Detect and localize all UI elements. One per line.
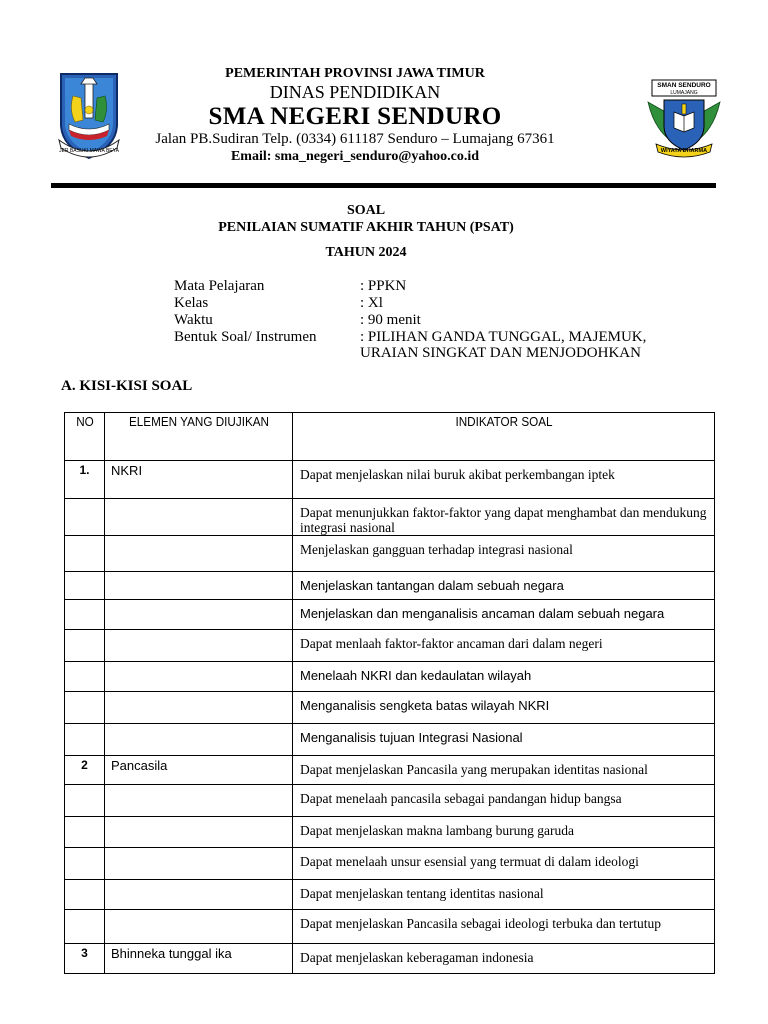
cell-elemen (105, 785, 293, 817)
header-no: NO (67, 413, 103, 461)
table-row (65, 944, 715, 974)
cell-no: 3 (65, 944, 105, 974)
cell-elemen (105, 692, 293, 724)
table-row (65, 817, 715, 848)
header-divider (51, 183, 716, 188)
header-email: Email: sma_negeri_senduro@yahoo.co.id (230, 149, 480, 164)
table-row (65, 630, 715, 662)
cell-elemen: NKRI (105, 461, 293, 499)
info-value-time: : 90 menit (360, 312, 421, 328)
info-label-form: Bentuk Soal/ Instrumen (174, 329, 317, 345)
info-label-class: Kelas (174, 295, 209, 311)
cell-no (65, 848, 105, 880)
cell-no (65, 692, 105, 724)
cell-indikator: Dapat menunjukkan faktor-faktor yang dapat menghambat dan mendukung integrasi nasional (293, 499, 715, 536)
cell-indikator: Dapat menelaah pancasila sebagai pandangan hidup bangsa (293, 785, 715, 817)
cell-no (65, 499, 105, 536)
cell-indikator: Menjelaskan tantangan dalam sebuah negara (293, 572, 715, 600)
cell-no: 2 (65, 756, 105, 785)
table-row (65, 536, 715, 572)
cell-indikator: Dapat menjelaskan nilai buruk akibat perkembangan iptek (293, 461, 715, 499)
table-row (65, 600, 715, 630)
info-value-class: : Xl (360, 295, 383, 311)
cell-no (65, 662, 105, 692)
table-row (65, 692, 715, 724)
cell-no (65, 817, 105, 848)
kisi-kisi-table (64, 412, 715, 974)
table-row (65, 572, 715, 600)
cell-no (65, 536, 105, 572)
table-header-row (65, 413, 715, 461)
header-agency: DINAS PENDIDIKAN (269, 82, 441, 102)
info-label-subject: Mata Pelajaran (174, 278, 265, 294)
cell-elemen (105, 572, 293, 600)
header-school-name: SMA NEGERI SENDURO (208, 103, 502, 130)
cell-elemen (105, 536, 293, 572)
table-row (65, 724, 715, 756)
cell-no (65, 572, 105, 600)
info-value-form: : PILIHAN GANDA TUNGGAL, MAJEMUK, (360, 329, 647, 345)
table-row (65, 499, 715, 536)
cell-elemen (105, 499, 293, 536)
header-province: PEMERINTAH PROVINSI JAWA TIMUR (225, 66, 485, 81)
cell-elemen (105, 817, 293, 848)
right-emblem-sub-text: LUMAJANG (670, 90, 698, 96)
cell-elemen (105, 910, 293, 944)
info-value-subject: : PPKN (360, 278, 407, 294)
cell-no (65, 785, 105, 817)
cell-indikator: Menganalisis tujuan Integrasi Nasional (293, 724, 715, 756)
cell-elemen (105, 600, 293, 630)
cell-elemen (105, 630, 293, 662)
cell-no (65, 880, 105, 910)
cell-no (65, 910, 105, 944)
right-emblem-ribbon-text: WIYATA DHARMA (660, 148, 708, 154)
cell-elemen (105, 724, 293, 756)
table-row (65, 785, 715, 817)
cell-elemen (105, 848, 293, 880)
cell-elemen (105, 662, 293, 692)
table-row (65, 662, 715, 692)
info-value-form-cont: URAIAN SINGKAT DAN MENJODOHKAN (360, 345, 641, 361)
cell-no (65, 600, 105, 630)
left-emblem-ribbon-text: JER BASUKI MAWA BEYA (59, 148, 119, 154)
doc-title-year: TAHUN 2024 (325, 245, 407, 260)
cell-indikator: Dapat menjelaskan tentang identitas nasional (293, 880, 715, 910)
cell-no (65, 630, 105, 662)
table-row (65, 910, 715, 944)
doc-title-assessment: PENILAIAN SUMATIF AKHIR TAHUN (PSAT) (218, 220, 514, 235)
cell-indikator: Dapat menjelaskan makna lambang burung garuda (293, 817, 715, 848)
cell-indikator: Menjelaskan gangguan terhadap integrasi nasional (293, 536, 715, 572)
cell-indikator: Menjelaskan dan menganalisis ancaman dalam sebuah negara (293, 600, 715, 630)
cell-no: 1. (65, 461, 105, 499)
cell-indikator: Dapat menlaah faktor-faktor ancaman dari dalam negeri (293, 630, 715, 662)
cell-elemen: Bhinneka tunggal ika (105, 944, 293, 974)
table-row (65, 461, 715, 499)
table-row (65, 756, 715, 785)
cell-indikator: Dapat menelaah unsur esensial yang termuat di dalam ideologi (293, 848, 715, 880)
cell-no (65, 724, 105, 756)
cell-indikator: Dapat menjelaskan Pancasila sebagai ideologi terbuka dan tertutup (293, 910, 715, 944)
doc-title-soal: SOAL (346, 203, 386, 218)
cell-indikator: Menelaah NKRI dan kedaulatan wilayah (293, 662, 715, 692)
cell-elemen: Pancasila (105, 756, 293, 785)
cell-indikator: Dapat menjelaskan keberagaman indonesia (293, 944, 715, 974)
info-label-time: Waktu (174, 312, 213, 328)
table-row (65, 880, 715, 910)
cell-elemen (105, 880, 293, 910)
right-emblem-top-text: SMAN SENDURO (657, 82, 711, 89)
cell-indikator: Menganalisis sengketa batas wilayah NKRI (293, 692, 715, 724)
header-address: Jalan PB.Sudiran Telp. (0334) 611187 Senduro – Lumajang 67361 (155, 131, 555, 147)
header-elemen: ELEMEN YANG DIUJIKAN (114, 413, 283, 461)
header-indikator: INDIKATOR SOAL (314, 413, 694, 461)
table-row (65, 848, 715, 880)
section-title-kisi-kisi: A. KISI-KISI SOAL (61, 378, 193, 394)
cell-indikator: Dapat menjelaskan Pancasila yang merupakan identitas nasional (293, 756, 715, 785)
